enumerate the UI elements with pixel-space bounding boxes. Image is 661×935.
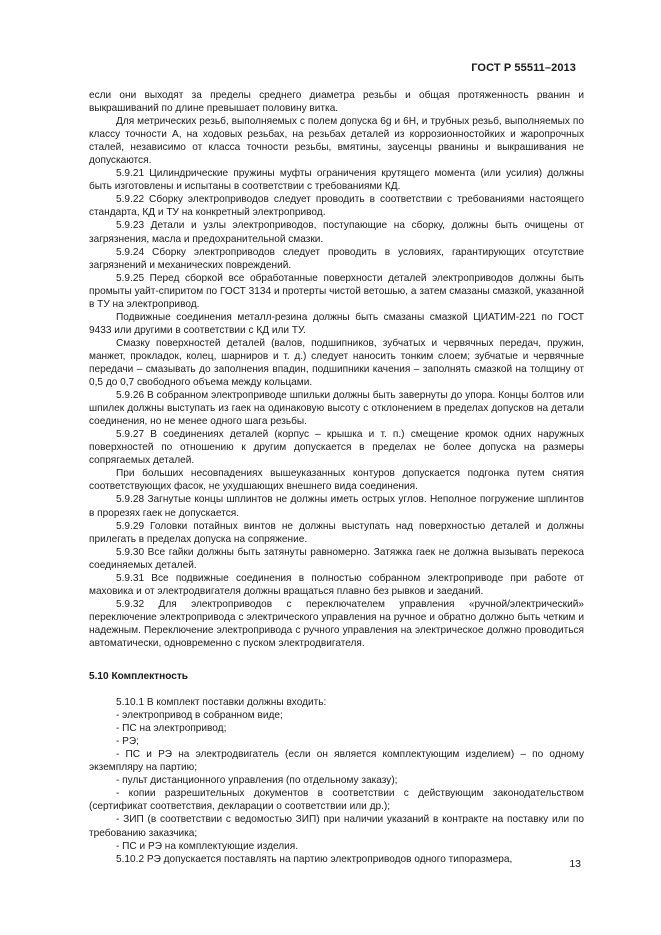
paragraph: При больших несовпадениях вышеуказанных контуров допускается подгонка путем снятия соответствующих фасок, не ухудшающих внешнего вида соединения. xyxy=(89,468,584,493)
paragraph: 5.9.27 В соединениях деталей (корпус – крышка и т. п.) смещение кромок одних наружных поверхностей по отношению к другим допускается в пределах не более допуска на размеры сопрягаемых деталей. xyxy=(89,429,584,467)
paragraph: 5.9.22 Сборку электроприводов следует проводить в соответствии с требованиями настоящего стандарта, КД и ТУ на конкретный электропривод. xyxy=(89,194,584,219)
paragraph: 5.10.2 РЭ допускается поставлять на партию электроприводов одного типоразмера, xyxy=(116,853,513,865)
paragraph: 5.9.23 Детали и узлы электроприводов, поступающие на сборку, должны быть очищены от загрязнения, масла и предохранительной смазки. xyxy=(89,220,584,245)
paragraph: 5.9.30 Все гайки должны быть затянуты равномерно. Затяжка гаек не должна вызывать перекоса соединяемых деталей. xyxy=(89,546,584,571)
paragraph: - ПС и РЭ на электродвигатель (если он является комплектующим изделием) – по одному экземпляру на партию; xyxy=(89,749,584,774)
section-5-10-text xyxy=(89,696,584,866)
paragraph: 5.9.26 В собранном электроприводе шпильки должны быть завернуты до упора. Концы болтов или шпилек должны выступать из гаек на одинаковую высоту с отклонением в пределах допусков на детали соединения, но не менее одного шага резьбы. xyxy=(89,390,584,428)
document-header: ГОСТ Р 55511–2013 xyxy=(471,62,576,74)
paragraph: - ПС на электропривод; xyxy=(116,723,227,735)
paragraph: 5.9.24 Сборку электроприводов следует проводить в условиях, гарантирующих отсутствие загрязнений и механических повреждений. xyxy=(89,246,584,271)
section-5-9-text xyxy=(89,89,584,650)
paragraph: - копии разрешительных документов в соответствии с действующим законодательством (сертификат соответствия, декларации о соответствии или др.); xyxy=(89,788,584,813)
paragraph: 5.9.31 Все подвижные соединения в полностью собранном электроприводе при работе от маховика и от электродвигателя должны вращаться плавно без рывков и заеданий. xyxy=(89,572,584,597)
paragraph: - РЭ; xyxy=(116,736,139,748)
paragraph: 5.9.29 Головки потайных винтов не должны выступать над поверхностью деталей и должны прилегать в пределах допуска на сопряжение. xyxy=(89,520,584,545)
paragraph: 5.9.32 Для электроприводов с переключателем управления «ручной/электрический» переключение электропривода с электрического управления на ручное и обратно должно быть четким и надежным. Переключение электропривода с ручного управления на электрическое должно проводиться автоматически, одновременно с пуском электродвигателя. xyxy=(89,598,584,649)
section-spacer xyxy=(89,650,584,670)
paragraph: - ЗИП (в соответствии с ведомостью ЗИП) при наличии указаний в контракте на поставку или по требованию заказчика; xyxy=(89,814,584,839)
paragraph: - электропривод в собранном виде; xyxy=(116,710,283,722)
page-number: 13 xyxy=(569,858,581,870)
paragraph: если они выходят за пределы среднего диаметра резьбы и общая протяженность рванин и выкрашиваний по длине превышает половину витка. xyxy=(89,90,584,115)
paragraph: Подвижные соединения металл-резина должны быть смазаны смазкой ЦИАТИМ-221 по ГОСТ 9433 или другими в соответствии с КД или ТУ. xyxy=(89,311,584,336)
paragraph: 5.9.28 Загнутые концы шплинтов не должны иметь острых углов. Неполное погружение шплинтов в прорезях гаек не допускается. xyxy=(89,494,584,519)
paragraph: - ПС и РЭ на комплектующие изделия. xyxy=(116,840,299,852)
paragraph: 5.9.21 Цилиндрические пружины муфты ограничения крутящего момента (или усилия) должны быть изготовлены и испытаны в соответствии с требованиями КД. xyxy=(89,168,584,193)
paragraph: Для метрических резьб, выполняемых с полем допуска 6g и 6H, и трубных резьб, выполняемых по классу точности А, на ходовых резьбах, на резьбах деталей из коррозионностойких и жаропрочных сталей, независимо от класса точности резьбы, вмятины, заусенцы рванины и выкрашивания не допускаются. xyxy=(89,116,584,167)
paragraph: - пульт дистанционного управления (по отдельному заказу); xyxy=(116,775,398,787)
section-title: 5.10 Комплектность xyxy=(89,671,188,683)
paragraph: 5.10.1 В комплект поставки должны входить: xyxy=(116,697,327,709)
paragraph: Смазку поверхностей деталей (валов, подшипников, зубчатых и червячных передач, пружин, манжет, прокладок, колец, шарниров и т. д.) следует наносить тонким слоем; зубчатые и червячные передачи – смазывать до заполнения впадин, подшипники качения – заполнять смазкой на толщину от 0,5 до 0,7 свободного объема между кольцами. xyxy=(89,337,584,389)
page-body xyxy=(89,89,584,866)
paragraph: 5.9.25 Перед сборкой все обработанные поверхности деталей электроприводов должны быть промыты уайт-спиритом по ГОСТ 3134 и протерты чистой ветошью, а затем смазаны смазкой, указанной в ТУ на электропривод. xyxy=(89,272,584,310)
